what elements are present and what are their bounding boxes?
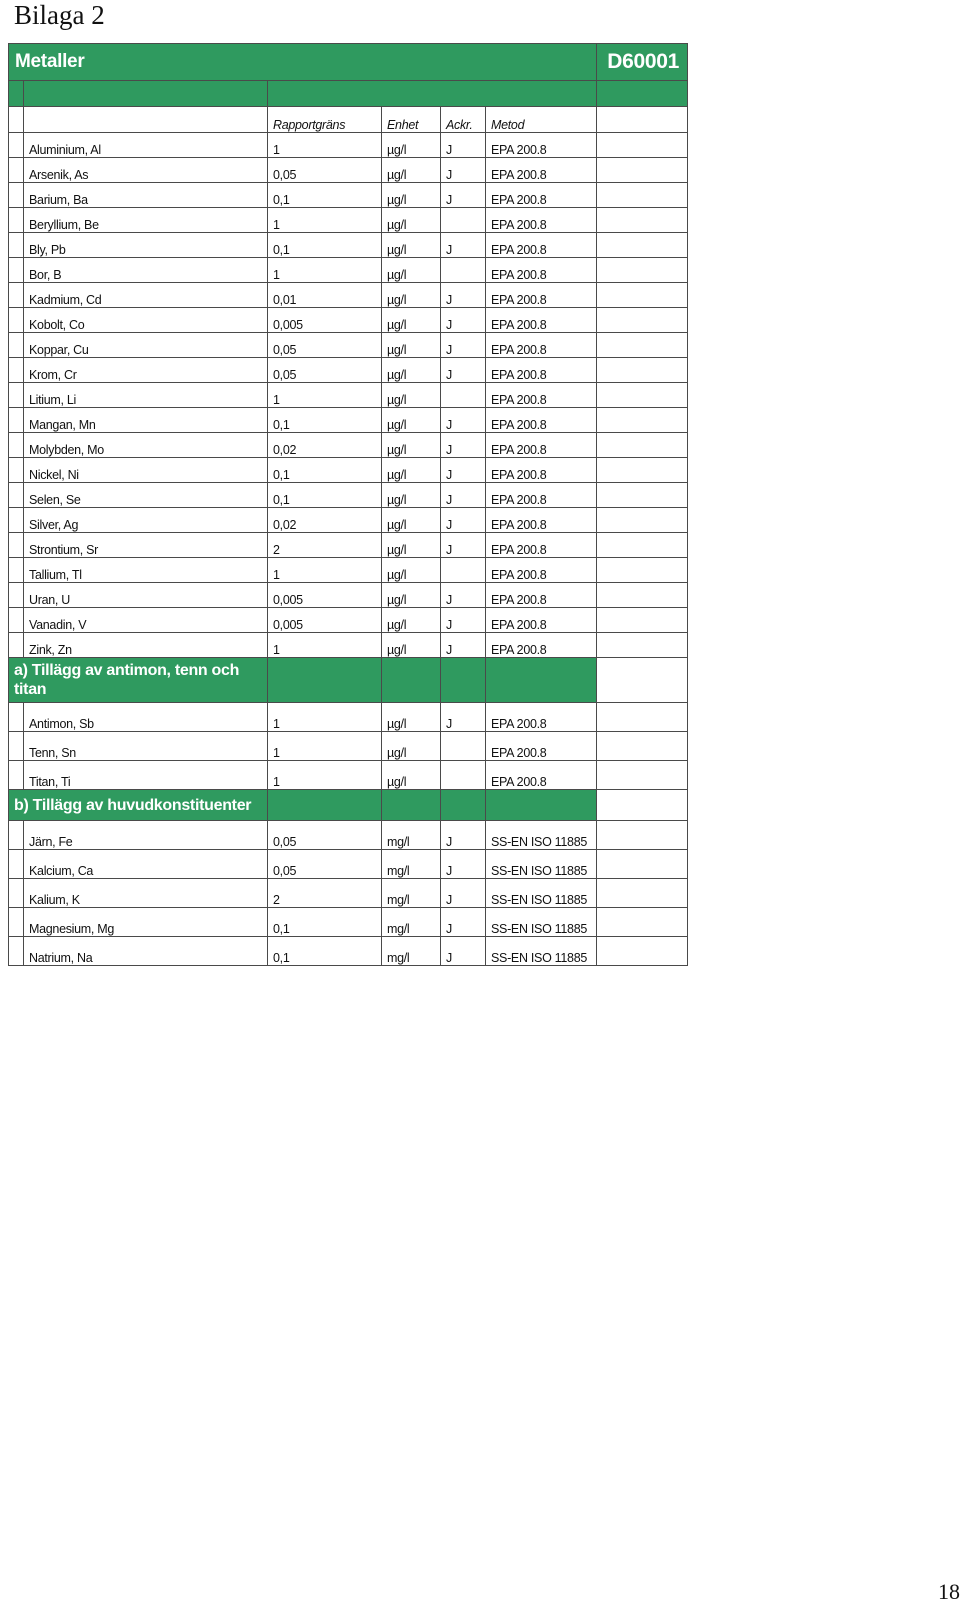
unit: µg/l <box>382 383 441 408</box>
parameter-name: Krom, Cr <box>24 358 268 383</box>
parameter-name: Kobolt, Co <box>24 308 268 333</box>
unit: µg/l <box>382 533 441 558</box>
green-spacer-row <box>9 81 688 107</box>
report-limit: 1 <box>268 383 382 408</box>
unit: mg/l <box>382 937 441 966</box>
table-row <box>9 208 688 233</box>
accreditation: J <box>441 583 486 608</box>
table-row <box>9 937 688 966</box>
report-limit: 0,05 <box>268 821 382 850</box>
unit: µg/l <box>382 258 441 283</box>
method: EPA 200.8 <box>486 608 597 633</box>
parameter-name: Molybden, Mo <box>24 433 268 458</box>
method: EPA 200.8 <box>486 703 597 732</box>
parameter-name: Aluminium, Al <box>24 133 268 158</box>
col-header-unit: Enhet <box>382 107 441 133</box>
unit: µg/l <box>382 732 441 761</box>
page-number: 18 <box>938 1579 960 1604</box>
section-a-header <box>9 658 688 703</box>
unit: µg/l <box>382 608 441 633</box>
unit: µg/l <box>382 703 441 732</box>
accreditation: J <box>441 283 486 308</box>
unit: µg/l <box>382 508 441 533</box>
accreditation: J <box>441 533 486 558</box>
table-row <box>9 458 688 483</box>
report-limit: 0,05 <box>268 333 382 358</box>
parameter-name: Zink, Zn <box>24 633 268 658</box>
table-row <box>9 233 688 258</box>
report-limit: 0,1 <box>268 937 382 966</box>
method: EPA 200.8 <box>486 283 597 308</box>
parameter-name: Silver, Ag <box>24 508 268 533</box>
method: EPA 200.8 <box>486 158 597 183</box>
report-limit: 0,05 <box>268 358 382 383</box>
document-code: D60001 <box>597 44 688 81</box>
accreditation <box>441 732 486 761</box>
accreditation: J <box>441 408 486 433</box>
report-limit: 1 <box>268 633 382 658</box>
report-limit: 1 <box>268 558 382 583</box>
report-limit: 0,1 <box>268 458 382 483</box>
accreditation: J <box>441 358 486 383</box>
parameter-name: Mangan, Mn <box>24 408 268 433</box>
unit: µg/l <box>382 558 441 583</box>
col-header-method: Metod <box>486 107 597 133</box>
table-row <box>9 358 688 383</box>
method: SS-EN ISO 11885 <box>486 850 597 879</box>
table-row <box>9 433 688 458</box>
parameter-name: Natrium, Na <box>24 937 268 966</box>
accreditation: J <box>441 879 486 908</box>
method: EPA 200.8 <box>486 383 597 408</box>
report-limit: 2 <box>268 879 382 908</box>
report-limit: 0,1 <box>268 408 382 433</box>
report-limit: 2 <box>268 533 382 558</box>
report-limit: 1 <box>268 761 382 790</box>
accreditation: J <box>441 908 486 937</box>
method: EPA 200.8 <box>486 233 597 258</box>
report-limit: 0,1 <box>268 183 382 208</box>
table-row <box>9 308 688 333</box>
method: SS-EN ISO 11885 <box>486 821 597 850</box>
parameter-name: Kalium, K <box>24 879 268 908</box>
parameter-name: Kadmium, Cd <box>24 283 268 308</box>
unit: µg/l <box>382 183 441 208</box>
accreditation <box>441 558 486 583</box>
report-limit: 0,1 <box>268 233 382 258</box>
unit: µg/l <box>382 133 441 158</box>
method: EPA 200.8 <box>486 483 597 508</box>
report-limit: 0,05 <box>268 850 382 879</box>
unit: µg/l <box>382 233 441 258</box>
parameter-name: Titan, Ti <box>24 761 268 790</box>
unit: mg/l <box>382 821 441 850</box>
unit: µg/l <box>382 408 441 433</box>
table-row <box>9 508 688 533</box>
report-limit: 0,02 <box>268 508 382 533</box>
accreditation <box>441 761 486 790</box>
report-limit: 1 <box>268 133 382 158</box>
report-limit: 1 <box>268 732 382 761</box>
table-row <box>9 333 688 358</box>
method: EPA 200.8 <box>486 333 597 358</box>
unit: µg/l <box>382 433 441 458</box>
table-row <box>9 732 688 761</box>
unit: µg/l <box>382 633 441 658</box>
table-row <box>9 533 688 558</box>
accreditation: J <box>441 608 486 633</box>
accreditation: J <box>441 821 486 850</box>
parameter-name: Vanadin, V <box>24 608 268 633</box>
report-limit: 0,005 <box>268 608 382 633</box>
metals-table <box>8 43 688 966</box>
unit: mg/l <box>382 879 441 908</box>
accreditation <box>441 383 486 408</box>
method: EPA 200.8 <box>486 458 597 483</box>
report-limit: 0,05 <box>268 158 382 183</box>
unit: µg/l <box>382 583 441 608</box>
table-row <box>9 703 688 732</box>
table-row <box>9 879 688 908</box>
method: EPA 200.8 <box>486 208 597 233</box>
unit: µg/l <box>382 483 441 508</box>
method: EPA 200.8 <box>486 433 597 458</box>
table-row <box>9 283 688 308</box>
title-row <box>9 44 688 81</box>
parameter-name: Magnesium, Mg <box>24 908 268 937</box>
method: SS-EN ISO 11885 <box>486 879 597 908</box>
accreditation: J <box>441 233 486 258</box>
table-row <box>9 583 688 608</box>
parameter-name: Antimon, Sb <box>24 703 268 732</box>
table-title: Metaller <box>9 44 597 81</box>
method: EPA 200.8 <box>486 358 597 383</box>
method: EPA 200.8 <box>486 732 597 761</box>
table-row <box>9 821 688 850</box>
accreditation: J <box>441 483 486 508</box>
table-row <box>9 633 688 658</box>
parameter-name: Selen, Se <box>24 483 268 508</box>
method: SS-EN ISO 11885 <box>486 908 597 937</box>
accreditation: J <box>441 458 486 483</box>
report-limit: 0,01 <box>268 283 382 308</box>
method: EPA 200.8 <box>486 633 597 658</box>
method: EPA 200.8 <box>486 761 597 790</box>
report-limit: 0,1 <box>268 908 382 937</box>
table-row <box>9 383 688 408</box>
page-title: Bilaga 2 <box>14 0 105 30</box>
method: EPA 200.8 <box>486 508 597 533</box>
accreditation <box>441 258 486 283</box>
accreditation: J <box>441 333 486 358</box>
table-row <box>9 761 688 790</box>
parameter-name: Uran, U <box>24 583 268 608</box>
unit: mg/l <box>382 850 441 879</box>
report-limit: 1 <box>268 208 382 233</box>
table-row <box>9 133 688 158</box>
parameter-name: Beryllium, Be <box>24 208 268 233</box>
accreditation: J <box>441 633 486 658</box>
report-limit: 0,1 <box>268 483 382 508</box>
parameter-name: Järn, Fe <box>24 821 268 850</box>
parameter-name: Koppar, Cu <box>24 333 268 358</box>
report-limit: 0,005 <box>268 583 382 608</box>
section-title: b) Tillägg av huvudkonstituenter <box>9 790 268 821</box>
table-row <box>9 183 688 208</box>
method: EPA 200.8 <box>486 408 597 433</box>
unit: µg/l <box>382 333 441 358</box>
accreditation: J <box>441 308 486 333</box>
method: EPA 200.8 <box>486 558 597 583</box>
accreditation: J <box>441 158 486 183</box>
table-row <box>9 158 688 183</box>
report-limit: 0,005 <box>268 308 382 333</box>
parameter-name: Strontium, Sr <box>24 533 268 558</box>
method: SS-EN ISO 11885 <box>486 937 597 966</box>
parameter-name: Barium, Ba <box>24 183 268 208</box>
method: EPA 200.8 <box>486 533 597 558</box>
method: EPA 200.8 <box>486 258 597 283</box>
table-row <box>9 408 688 433</box>
table-row <box>9 850 688 879</box>
accreditation: J <box>441 937 486 966</box>
col-header-limit: Rapportgräns <box>268 107 382 133</box>
section-b-header <box>9 790 688 821</box>
unit: µg/l <box>382 458 441 483</box>
unit: mg/l <box>382 908 441 937</box>
parameter-name: Kalcium, Ca <box>24 850 268 879</box>
method: EPA 200.8 <box>486 308 597 333</box>
unit: µg/l <box>382 208 441 233</box>
accreditation: J <box>441 183 486 208</box>
report-limit: 1 <box>268 703 382 732</box>
parameter-name: Bly, Pb <box>24 233 268 258</box>
accreditation: J <box>441 133 486 158</box>
parameter-name: Arsenik, As <box>24 158 268 183</box>
unit: µg/l <box>382 158 441 183</box>
table-row <box>9 483 688 508</box>
accreditation: J <box>441 433 486 458</box>
col-header-accr: Ackr. <box>441 107 486 133</box>
accreditation <box>441 208 486 233</box>
table-row <box>9 558 688 583</box>
accreditation: J <box>441 508 486 533</box>
report-limit: 0,02 <box>268 433 382 458</box>
parameter-name: Tenn, Sn <box>24 732 268 761</box>
parameter-name: Tallium, Tl <box>24 558 268 583</box>
unit: µg/l <box>382 283 441 308</box>
method: EPA 200.8 <box>486 583 597 608</box>
parameter-name: Bor, B <box>24 258 268 283</box>
parameter-name: Nickel, Ni <box>24 458 268 483</box>
accreditation: J <box>441 850 486 879</box>
method: EPA 200.8 <box>486 183 597 208</box>
method: EPA 200.8 <box>486 133 597 158</box>
table-row <box>9 908 688 937</box>
report-limit: 1 <box>268 258 382 283</box>
unit: µg/l <box>382 358 441 383</box>
unit: µg/l <box>382 308 441 333</box>
accreditation: J <box>441 703 486 732</box>
table-row <box>9 258 688 283</box>
parameter-name: Litium, Li <box>24 383 268 408</box>
table-row <box>9 608 688 633</box>
column-header-row <box>9 107 688 133</box>
section-title: a) Tillägg av antimon, tenn och titan <box>9 658 268 703</box>
unit: µg/l <box>382 761 441 790</box>
